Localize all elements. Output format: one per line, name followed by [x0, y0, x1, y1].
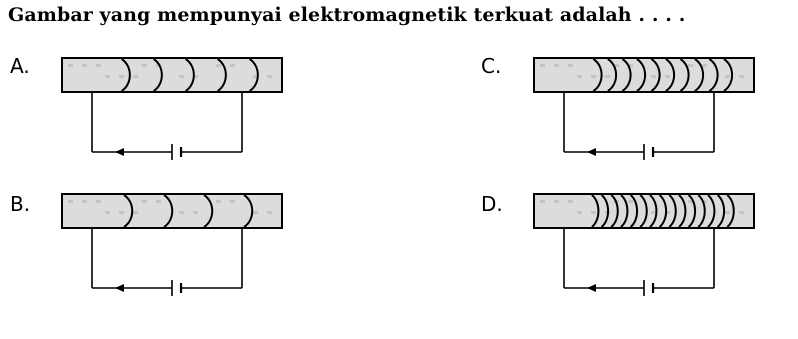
battery-icon [644, 280, 653, 296]
battery-icon [644, 144, 653, 160]
iron-core [534, 58, 754, 92]
option-b-diagram[interactable] [62, 192, 282, 296]
battery-icon [172, 280, 181, 296]
option-c-diagram[interactable] [534, 56, 756, 160]
current-arrow-icon [587, 284, 596, 292]
option-label-b[interactable]: B. [10, 192, 31, 216]
iron-core [62, 58, 282, 92]
option-a-diagram[interactable] [62, 56, 282, 160]
option-d-diagram[interactable] [534, 192, 756, 296]
current-arrow-icon [115, 284, 124, 292]
question-text: Gambar yang mempunyai elektromagnetik terkuat adalah . . . . [8, 4, 686, 26]
current-arrow-icon [115, 148, 124, 156]
current-arrow-icon [587, 148, 596, 156]
option-label-c[interactable]: C. [481, 54, 502, 78]
option-label-a[interactable]: A. [10, 54, 30, 78]
option-label-d[interactable]: D. [481, 192, 503, 216]
battery-icon [172, 144, 181, 160]
